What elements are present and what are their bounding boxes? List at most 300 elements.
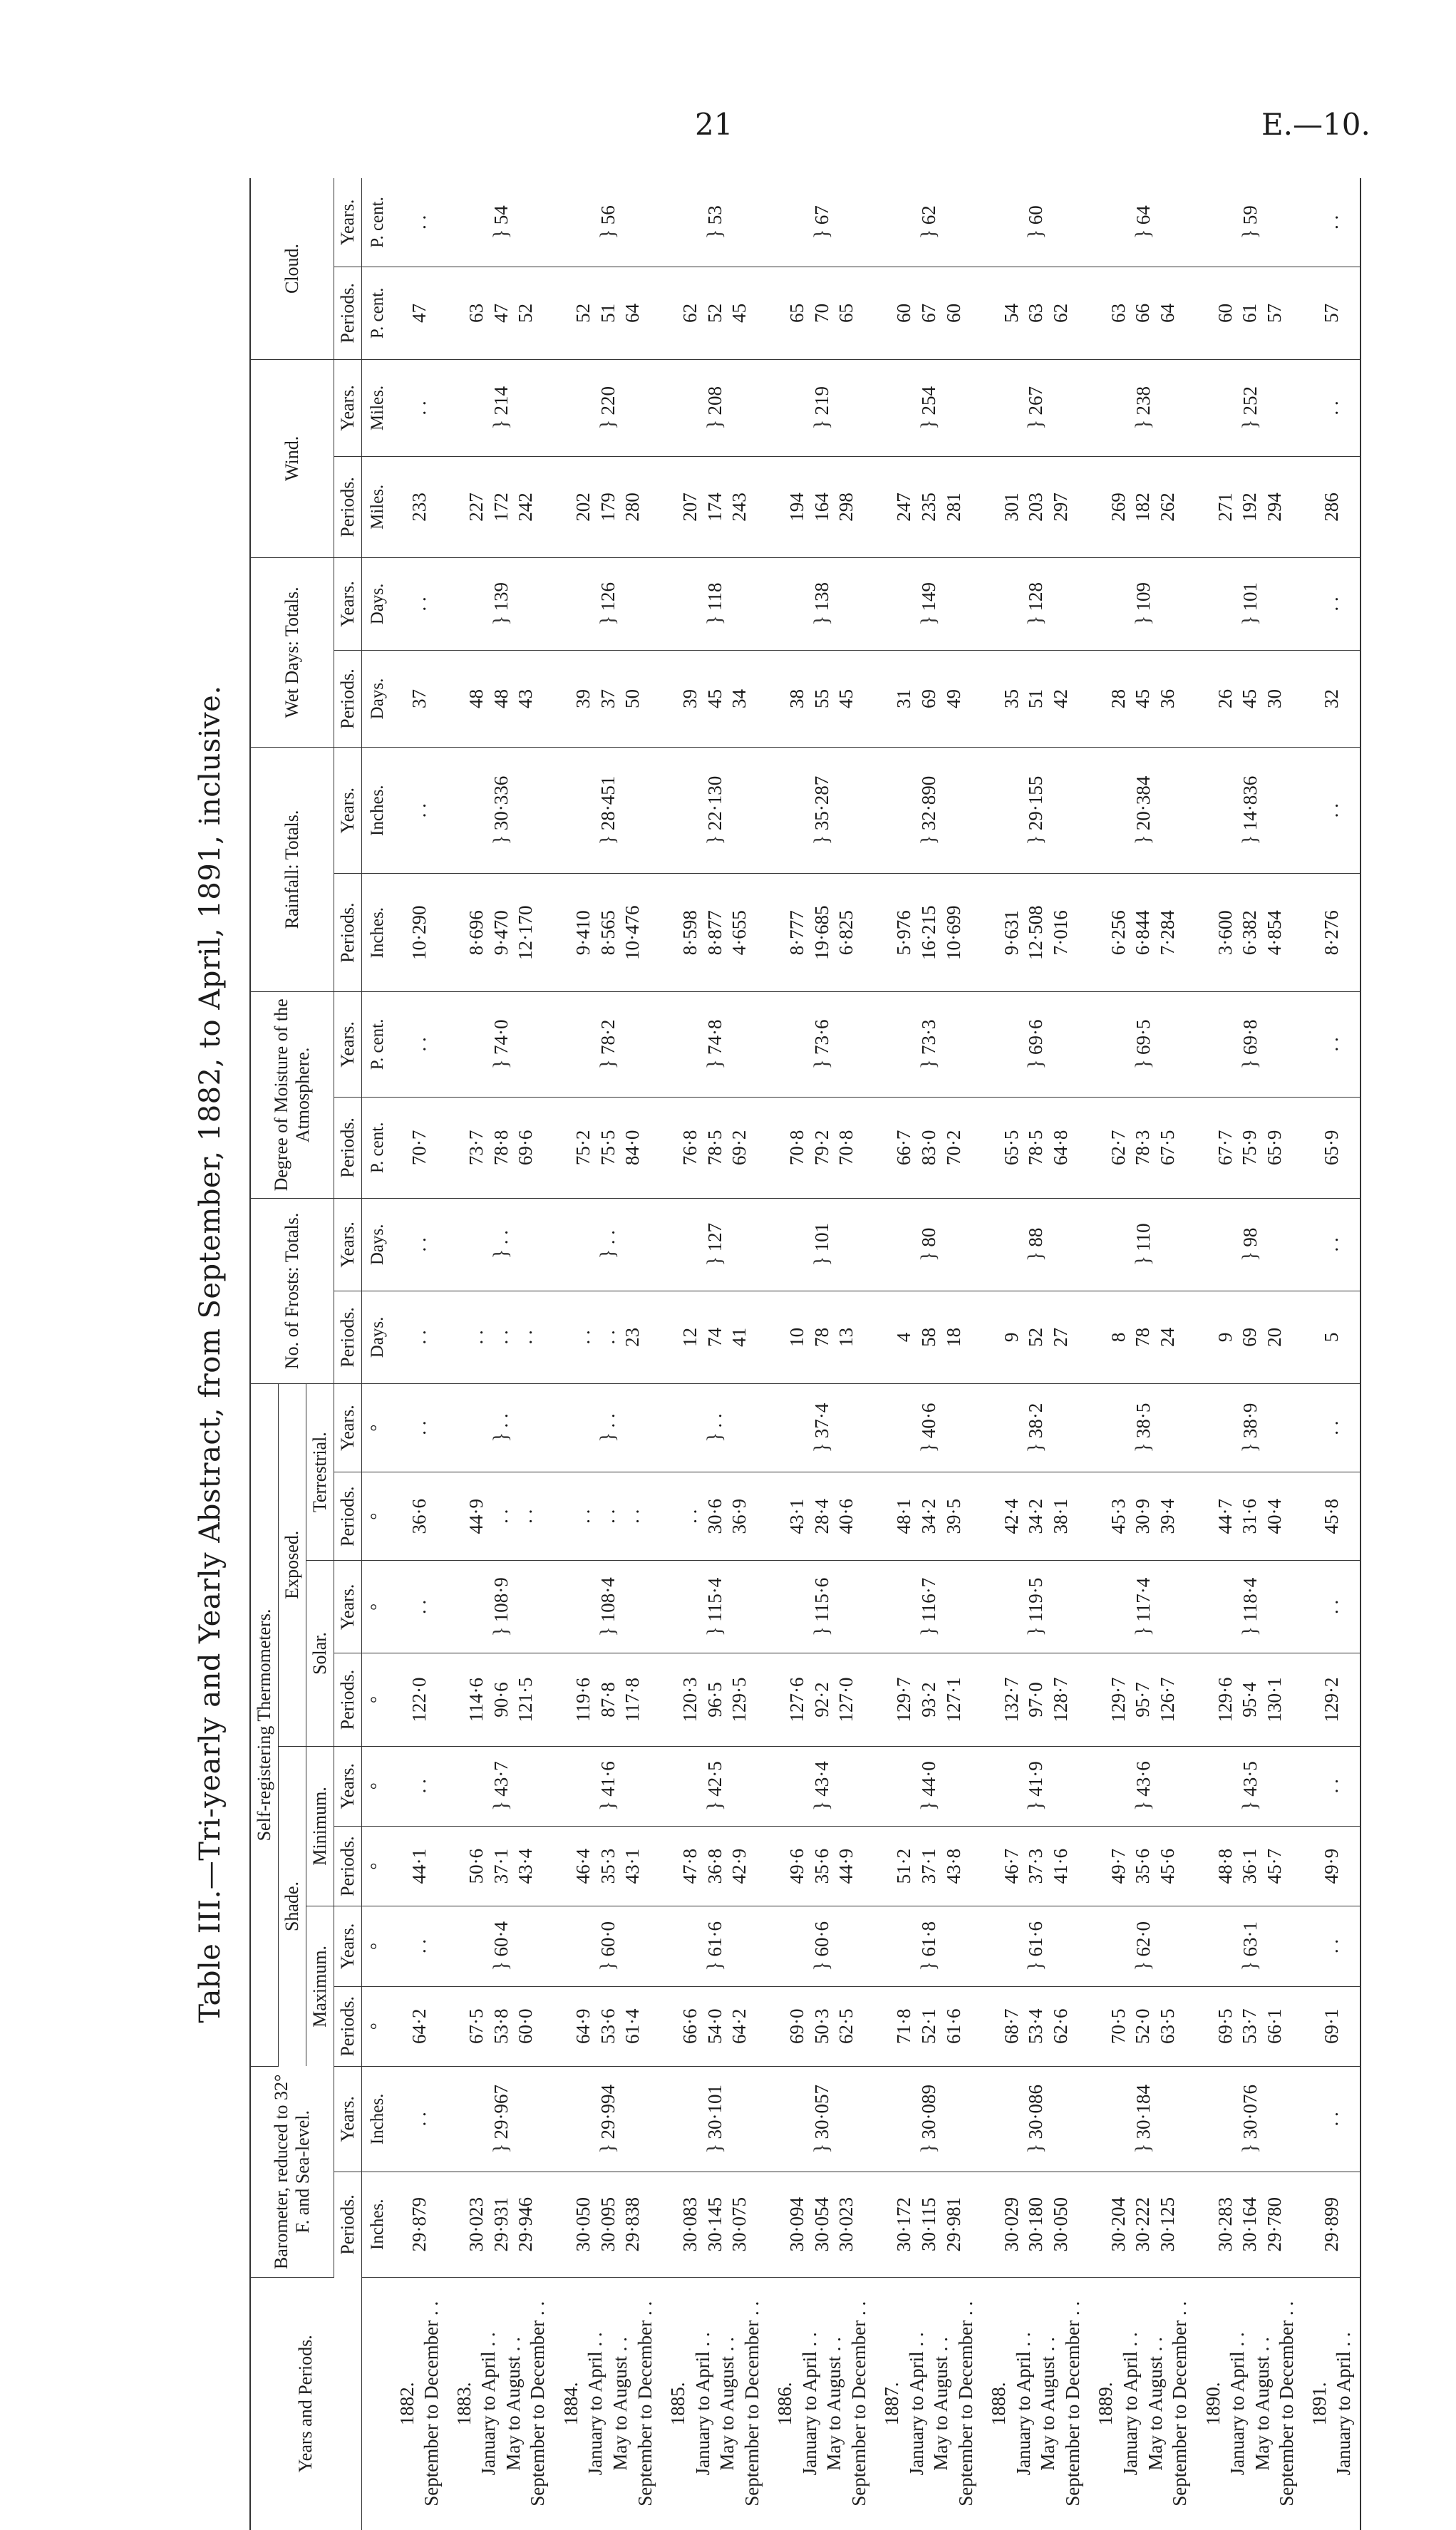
moist-year-cell <box>768 991 875 1097</box>
min-year-cell <box>448 1746 554 1826</box>
ter-period-cell: . . . . . . <box>554 1472 661 1561</box>
wind-period-cell: 194 164 298 <box>768 456 875 557</box>
frost-period-cell: 9 69 20 <box>1197 1291 1303 1383</box>
min-period-cell: 49·9 <box>1303 1826 1361 1906</box>
wind-period-cell: 207 174 243 <box>661 456 768 557</box>
wind-year-cell <box>554 359 661 456</box>
sol-year-value: . . <box>408 1599 430 1615</box>
max-year-cell <box>875 1906 982 1986</box>
min-year-cell <box>1197 1746 1303 1826</box>
min-year-value: 43·4 <box>811 1761 833 1797</box>
min-year-value: . . <box>1320 1779 1342 1794</box>
table-row <box>1197 178 1303 2530</box>
brace-mark: } <box>917 1442 941 1453</box>
cloud-year-value: 60 <box>1025 205 1047 225</box>
brace-mark: } <box>1237 1442 1261 1453</box>
frost-year-value: 127 <box>704 1222 726 1252</box>
frosts-header: No. of Frosts: Totals. <box>250 1198 334 1383</box>
brace-mark: } <box>1130 1058 1155 1070</box>
baro-year-value: 29·967 <box>490 2084 512 2139</box>
baro-period-cell: 30·172 30·115 29·981 <box>875 2172 982 2277</box>
wind-year-value: . . <box>408 401 430 415</box>
frost-year-cell <box>1089 1198 1196 1291</box>
wet-period-cell: 38 55 45 <box>768 650 875 747</box>
min-year-cell <box>875 1746 982 1826</box>
rain-p-unit: Inches. <box>361 874 391 992</box>
solar-header: Solar. <box>306 1561 334 1746</box>
brace-mark: } <box>810 419 834 430</box>
brace-mark: } <box>488 835 512 845</box>
moist-year-value: 73·3 <box>918 1019 940 1055</box>
sol-period-cell: 127·6 92·2 127·0 <box>768 1653 875 1746</box>
moist-period-cell: 67·7 75·9 65·9 <box>1197 1097 1303 1198</box>
min-year-value: 43·5 <box>1239 1761 1261 1797</box>
row-label: 1886. January to April . . May to August . . September to December . . <box>774 2301 869 2506</box>
ter-year-value: 38·9 <box>1239 1403 1261 1439</box>
brace-mark: } <box>488 1432 512 1442</box>
ter-year-cell <box>1303 1383 1361 1472</box>
cloud-year-value: 67 <box>811 205 833 225</box>
wet-year-value: 138 <box>811 582 833 611</box>
moisture-header: Degree of Moisture of the Atmosphere. <box>250 991 334 1198</box>
sol-periods-subheader: Periods. <box>334 1653 361 1746</box>
wet-p-unit: Days. <box>361 650 391 747</box>
max-period-cell: 70·5 52·0 63·5 <box>1089 1986 1196 2066</box>
baro-period-cell: 30·094 30·054 30·023 <box>768 2172 875 2277</box>
brace-mark: } <box>595 2143 619 2154</box>
wetdays-header: Wet Days: Totals. <box>250 557 334 747</box>
rain-year-cell <box>1089 748 1196 874</box>
brace-mark: } <box>917 615 941 626</box>
moist-year-cell <box>982 991 1089 1097</box>
frost-year-value: . . <box>490 1230 512 1245</box>
min-period-cell: 46·7 37·3 41·6 <box>982 1826 1089 1906</box>
wind-year-value: 254 <box>918 386 940 415</box>
max-year-cell <box>448 1906 554 1986</box>
wet-period-cell: 28 45 36 <box>1089 650 1196 747</box>
row-label: 1882. September to December . . <box>396 2301 443 2506</box>
maximum-header: Maximum. <box>306 1906 334 2067</box>
wet-period-cell: 39 37 50 <box>554 650 661 747</box>
rainfall-header: Rainfall: Totals. <box>250 748 334 992</box>
wet-year-value: 128 <box>1025 582 1047 611</box>
brace-mark: } <box>1237 1961 1261 1971</box>
max-p-unit: ° <box>361 1986 391 2066</box>
baro-year-value: 30·057 <box>811 2084 833 2139</box>
cloud-header: Cloud. <box>250 178 334 359</box>
brace-mark: } <box>488 1058 512 1070</box>
brace-mark: } <box>703 2143 727 2154</box>
cloud-year-cell <box>1303 178 1361 267</box>
baro-year-cell <box>982 2066 1089 2172</box>
max-year-value: 61·8 <box>918 1921 940 1957</box>
climate-abstract-table <box>249 178 1361 2530</box>
brace-mark: } <box>595 1961 619 1971</box>
max-year-cell <box>1303 1906 1361 1986</box>
sol-year-cell <box>982 1561 1089 1653</box>
sol-year-value: 108·9 <box>490 1577 512 1623</box>
sol-period-cell: 129·2 <box>1303 1653 1361 1746</box>
terrestrial-header: Terrestrial. <box>306 1383 334 1560</box>
sol-year-cell <box>554 1561 661 1653</box>
table-row <box>875 178 982 2530</box>
baro-period-cell: 30·204 30·222 30·125 <box>1089 2172 1196 2277</box>
sol-year-cell <box>661 1561 768 1653</box>
wind-period-cell: 271 192 294 <box>1197 456 1303 557</box>
moist-year-cell <box>661 991 768 1097</box>
brace-mark: } <box>595 1249 619 1259</box>
wind-year-cell <box>661 359 768 456</box>
moist-year-cell <box>1197 991 1303 1097</box>
cloud-year-value: . . <box>1320 215 1342 230</box>
wind-year-value: . . <box>1320 401 1342 415</box>
baro-year-cell <box>768 2066 875 2172</box>
wind-year-value: 267 <box>1025 386 1047 415</box>
rain-year-value: 28·451 <box>597 775 619 831</box>
wet-period-cell: 37 <box>391 650 448 747</box>
brace-mark: } <box>595 229 619 239</box>
max-period-cell: 64·9 53·6 61·4 <box>554 1986 661 2066</box>
rain-year-cell <box>1303 748 1361 874</box>
ter-period-cell: 45·8 <box>1303 1472 1361 1561</box>
ter-period-cell: 45·3 30·9 39·4 <box>1089 1472 1196 1561</box>
brace-mark: } <box>1237 419 1261 430</box>
wind-year-value: 252 <box>1239 386 1261 415</box>
brace-mark: } <box>1237 229 1261 239</box>
moist-year-value: 69·5 <box>1132 1019 1154 1055</box>
max-period-cell: 67·5 53·8 60·0 <box>448 1986 554 2066</box>
wet-years-subheader: Years. <box>334 557 361 650</box>
cloud-year-cell <box>1089 178 1196 267</box>
rain-year-cell <box>982 748 1089 874</box>
wet-period-cell: 26 45 30 <box>1197 650 1303 747</box>
row-label: 1891. January to April . . <box>1303 2277 1361 2530</box>
brace-mark: } <box>488 419 512 430</box>
brace-mark: } <box>1237 835 1261 845</box>
frost-periods-subheader: Periods. <box>334 1291 361 1383</box>
brace-mark: } <box>1237 1800 1261 1812</box>
brace-mark: } <box>1023 2143 1048 2154</box>
baro-years-subheader: Years. <box>334 2066 361 2172</box>
ter-year-cell <box>661 1383 768 1472</box>
min-year-value: 41·9 <box>1025 1761 1047 1797</box>
min-period-cell: 44·1 <box>391 1826 448 1906</box>
sol-period-cell: 129·6 95·4 130·1 <box>1197 1653 1303 1746</box>
ter-period-cell: 44·9 . . . . <box>448 1472 554 1561</box>
brace-mark: } <box>1130 1961 1155 1971</box>
brace-mark: } <box>1023 1442 1048 1453</box>
max-year-cell <box>391 1906 448 1986</box>
max-period-cell: 64·2 <box>391 1986 448 2066</box>
min-period-cell: 50·6 37·1 43·4 <box>448 1826 554 1906</box>
sol-year-value: 115·6 <box>811 1577 833 1622</box>
ter-year-value: . . <box>704 1413 726 1428</box>
brace-mark: } <box>1023 1626 1048 1637</box>
frost-year-value: 101 <box>811 1222 833 1252</box>
cloud-period-cell: 63 47 52 <box>448 267 554 359</box>
rain-year-value: 29·155 <box>1025 775 1047 831</box>
wet-periods-subheader: Periods. <box>334 650 361 747</box>
rain-year-value: 32·890 <box>918 775 940 831</box>
frost-years-subheader: Years. <box>334 1198 361 1291</box>
max-year-value: 60·6 <box>811 1921 833 1957</box>
rain-period-cell: 9·410 8·565 10·476 <box>554 874 661 992</box>
wet-year-value: 101 <box>1239 582 1261 611</box>
brace-mark: } <box>1130 2143 1155 2154</box>
frost-period-cell: 12 74 41 <box>661 1291 768 1383</box>
brace-mark: } <box>917 1251 941 1262</box>
min-period-cell: 51·2 37·1 43·8 <box>875 1826 982 1906</box>
table-body <box>361 178 1361 2530</box>
wet-year-value: 109 <box>1132 582 1154 611</box>
wet-year-cell <box>554 557 661 650</box>
moist-year-value: 74·8 <box>704 1019 726 1055</box>
ter-year-value: . . <box>597 1413 619 1428</box>
table-row <box>448 178 554 2530</box>
moist-period-cell: 73·7 78·8 69·6 <box>448 1097 554 1198</box>
sol-period-cell: 122·0 <box>391 1653 448 1746</box>
rain-period-cell: 8·777 19·685 6·825 <box>768 874 875 992</box>
brace-mark: } <box>1237 1251 1261 1262</box>
wet-period-cell: 35 51 42 <box>982 650 1089 747</box>
brace-mark: } <box>1237 615 1261 626</box>
sol-period-cell: 129·7 95·7 126·7 <box>1089 1653 1196 1746</box>
sol-year-cell <box>1303 1561 1361 1653</box>
wet-year-cell <box>1303 557 1361 650</box>
document-series-code: E.—10. <box>1261 107 1370 142</box>
brace-mark: } <box>703 229 727 239</box>
wind-year-value: 208 <box>704 386 726 415</box>
baro-periods-subheader: Periods. <box>334 2172 361 2277</box>
rain-year-cell <box>1197 748 1303 874</box>
min-year-cell <box>554 1746 661 1826</box>
cloud-years-subheader: Years. <box>334 178 361 267</box>
rain-year-cell <box>448 748 554 874</box>
cloud-year-value: 62 <box>918 205 940 225</box>
moist-year-cell <box>554 991 661 1097</box>
exposed-header: Exposed. <box>278 1383 306 1746</box>
cloud-year-value: . . <box>408 215 430 230</box>
baro-year-cell <box>875 2066 982 2172</box>
rain-period-cell: 5·976 16·215 10·699 <box>875 874 982 992</box>
ter-periods-subheader: Periods. <box>334 1472 361 1561</box>
row-label: 1888. January to April . . May to August . . September to December . . <box>988 2301 1083 2506</box>
brace-mark: } <box>595 615 619 626</box>
wet-period-cell: 31 69 49 <box>875 650 982 747</box>
cloud-year-value: 53 <box>704 205 726 225</box>
brace-mark: } <box>810 229 834 239</box>
cloud-periods-subheader: Periods. <box>334 267 361 359</box>
min-year-value: 43·7 <box>490 1761 512 1797</box>
ter-period-cell: 44·7 31·6 40·4 <box>1197 1472 1303 1561</box>
baro-year-value: 30·184 <box>1132 2084 1154 2139</box>
ter-y-unit: ° <box>361 1383 391 1472</box>
cloud-year-cell <box>982 178 1089 267</box>
brace-mark: } <box>1130 1626 1155 1637</box>
brace-mark: } <box>810 615 834 626</box>
baro-year-value: 30·089 <box>918 2084 940 2139</box>
min-year-cell <box>391 1746 448 1826</box>
years-periods-header: Years and Periods. <box>250 2277 361 2530</box>
sol-year-value: 108·4 <box>597 1577 619 1623</box>
wet-year-value: 139 <box>490 582 512 611</box>
wind-period-cell: 269 182 262 <box>1089 456 1196 557</box>
baro-year-cell <box>1089 2066 1196 2172</box>
moist-period-cell: 66·7 83·0 70·2 <box>875 1097 982 1198</box>
frost-period-cell: 9 52 27 <box>982 1291 1089 1383</box>
table-row <box>1303 178 1361 2530</box>
moist-period-cell: 62·7 78·3 67·5 <box>1089 1097 1196 1198</box>
moist-year-value: 73·6 <box>811 1019 833 1055</box>
wet-year-cell <box>875 557 982 650</box>
min-year-cell <box>661 1746 768 1826</box>
max-y-unit: ° <box>361 1906 391 1986</box>
ter-year-cell <box>768 1383 875 1472</box>
ter-years-subheader: Years. <box>334 1383 361 1472</box>
moist-year-cell <box>448 991 554 1097</box>
max-year-value: 63·1 <box>1239 1921 1261 1957</box>
brace-mark: } <box>1023 1961 1048 1971</box>
baro-year-cell <box>1303 2066 1361 2172</box>
max-year-cell <box>554 1906 661 1986</box>
min-period-cell: 48·8 36·1 45·7 <box>1197 1826 1303 1906</box>
brace-mark: } <box>917 229 941 239</box>
moist-period-cell: 65·9 <box>1303 1097 1361 1198</box>
wind-year-value: 214 <box>490 386 512 415</box>
brace-mark: } <box>810 835 834 845</box>
sol-year-value: 115·4 <box>704 1577 726 1622</box>
min-year-cell <box>1089 1746 1196 1826</box>
wind-years-subheader: Years. <box>334 359 361 456</box>
brace-mark: } <box>917 2143 941 2154</box>
frost-year-value: 98 <box>1239 1227 1261 1247</box>
cloud-year-cell <box>1197 178 1303 267</box>
min-year-cell <box>768 1746 875 1826</box>
ter-year-cell <box>391 1383 448 1472</box>
moist-period-cell: 75·2 75·5 84·0 <box>554 1097 661 1198</box>
max-year-cell <box>1197 1906 1303 1986</box>
brace-mark: } <box>488 1800 512 1812</box>
frost-period-cell: . . <box>391 1291 448 1383</box>
rain-period-cell: 8·696 9·470 12·170 <box>448 874 554 992</box>
frost-year-cell <box>661 1198 768 1291</box>
wet-period-cell: 48 48 43 <box>448 650 554 747</box>
brace-mark: } <box>595 1058 619 1070</box>
baro-period-cell: 30·283 30·164 29·780 <box>1197 2172 1303 2277</box>
brace-mark: } <box>488 1626 512 1637</box>
rain-period-cell: 8·598 8·877 4·655 <box>661 874 768 992</box>
frost-period-cell: 5 <box>1303 1291 1361 1383</box>
rain-period-cell: 3·600 6·382 4·854 <box>1197 874 1303 992</box>
rain-year-cell <box>554 748 661 874</box>
ter-year-cell <box>448 1383 554 1472</box>
table-row <box>768 178 875 2530</box>
ter-p-unit: ° <box>361 1472 391 1561</box>
cloud-year-cell <box>391 178 448 267</box>
wind-y-unit: Miles. <box>361 359 391 456</box>
brace-mark: } <box>917 1626 941 1637</box>
brace-mark: } <box>1237 2143 1261 2154</box>
frost-year-value: . . <box>597 1230 619 1245</box>
brace-mark: } <box>1130 835 1155 845</box>
moist-period-cell: 76·8 78·5 69·2 <box>661 1097 768 1198</box>
baro-year-value: 30·086 <box>1025 2084 1047 2139</box>
wet-year-cell <box>391 557 448 650</box>
max-year-cell <box>982 1906 1089 1986</box>
brace-mark: } <box>703 1626 727 1637</box>
min-y-unit: ° <box>361 1746 391 1826</box>
frost-year-cell <box>1197 1198 1303 1291</box>
frost-year-value: 110 <box>1132 1223 1154 1251</box>
max-year-value: . . <box>408 1938 430 1954</box>
brace-mark: } <box>917 835 941 845</box>
wind-year-value: 238 <box>1132 386 1154 415</box>
ter-period-cell: . . 30·6 36·9 <box>661 1472 768 1561</box>
sol-period-cell: 120·3 96·5 129·5 <box>661 1653 768 1746</box>
max-year-value: 61·6 <box>704 1921 726 1957</box>
ter-year-cell <box>554 1383 661 1472</box>
wet-year-cell <box>982 557 1089 650</box>
frost-year-cell <box>554 1198 661 1291</box>
moist-year-value: . . <box>1320 1037 1342 1052</box>
wet-year-value: 126 <box>597 582 619 611</box>
moist-y-unit: P. cent. <box>361 991 391 1097</box>
brace-mark: } <box>1023 229 1048 239</box>
brace-mark: } <box>917 1800 941 1812</box>
frost-year-cell <box>982 1198 1089 1291</box>
min-year-cell <box>1303 1746 1361 1826</box>
brace-mark: } <box>595 835 619 845</box>
wind-periods-subheader: Periods. <box>334 456 361 557</box>
wind-p-unit: Miles. <box>361 456 391 557</box>
max-year-value: 60·0 <box>597 1921 619 1957</box>
max-year-value: 60·4 <box>490 1921 512 1957</box>
sol-year-value: . . <box>1320 1599 1342 1615</box>
rotated-table-frame <box>185 178 1383 2530</box>
brace-mark: } <box>1023 1251 1048 1262</box>
moist-year-value: 78·2 <box>597 1019 619 1055</box>
brace-mark: } <box>1130 1255 1155 1266</box>
rain-year-value: . . <box>408 803 430 818</box>
ter-year-cell <box>1089 1383 1196 1472</box>
brace-mark: } <box>1130 1800 1155 1812</box>
rain-year-value: 20·384 <box>1132 775 1154 831</box>
baro-year-value: . . <box>408 2112 430 2127</box>
moist-periods-subheader: Periods. <box>334 1097 361 1198</box>
min-periods-subheader: Periods. <box>334 1826 361 1906</box>
cloud-year-cell <box>875 178 982 267</box>
sol-year-cell <box>448 1561 554 1653</box>
sol-year-cell <box>768 1561 875 1653</box>
sol-period-cell: 132·7 97·0 128·7 <box>982 1653 1089 1746</box>
cloud-year-cell <box>554 178 661 267</box>
brace-mark: } <box>595 1800 619 1812</box>
wind-year-cell <box>768 359 875 456</box>
moist-year-value: 74·0 <box>490 1019 512 1055</box>
moist-period-cell: 70·7 <box>391 1097 448 1198</box>
brace-mark: } <box>703 1058 727 1070</box>
units-row <box>361 178 391 2530</box>
cloud-p-unit: P. cent. <box>361 267 391 359</box>
max-year-value: . . <box>1320 1938 1342 1954</box>
brace-mark: } <box>703 835 727 845</box>
sol-year-value: 118·4 <box>1239 1577 1261 1622</box>
brace-mark: } <box>703 419 727 430</box>
baro-year-value: . . <box>1320 2112 1342 2127</box>
rain-y-unit: Inches. <box>361 748 391 874</box>
moist-p-unit: P. cent. <box>361 1097 391 1198</box>
brace-mark: } <box>595 1432 619 1442</box>
